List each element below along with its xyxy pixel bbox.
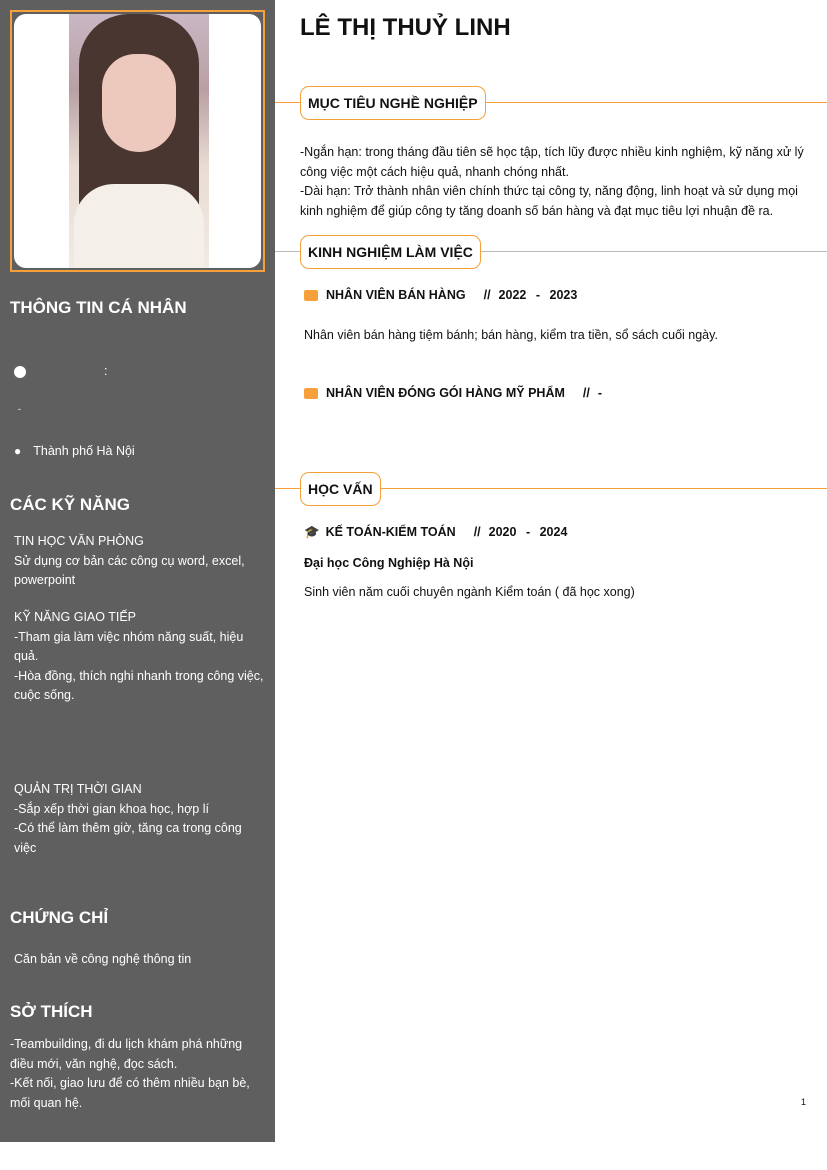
dash: - — [525, 525, 531, 539]
job-from: 2022 — [498, 288, 527, 302]
dash: - — [535, 288, 541, 302]
job-desc: Nhân viên bán hàng tiệm bánh; bán hàng, kiểm tra tiền, sổ sách cuối ngày. — [304, 328, 718, 342]
skill-name: TIN HỌC VĂN PHÒNG — [14, 534, 144, 548]
skill-name: QUẢN TRỊ THỜI GIAN — [14, 782, 142, 796]
location-icon: ● — [14, 444, 22, 458]
skill-item — [14, 608, 264, 706]
experience-heading: KINH NGHIỆM LÀM VIỆC — [300, 235, 481, 269]
certificate: Căn bản về công nghệ thông tin — [14, 952, 192, 966]
education-desc: Sinh viên năm cuối chuyên ngành Kiểm toán ( đã học xong) — [304, 585, 635, 599]
major: KẾ TOÁN-KIỂM TOÁN — [325, 525, 456, 539]
page-number: 1 — [801, 1097, 807, 1107]
skill-desc: -Sắp xếp thời gian khoa học, hợp lí -Có thể làm thêm giờ, tăng ca trong công việc — [14, 801, 242, 855]
briefcase-icon — [304, 290, 318, 301]
candidate-name: LÊ THỊ THUỶ LINH — [300, 14, 511, 41]
objective-heading: MỤC TIÊU NGHỀ NGHIỆP — [300, 86, 486, 120]
briefcase-icon — [304, 388, 318, 399]
phone-separator: : — [104, 364, 108, 378]
graduation-cap-icon: 🎓 — [304, 525, 320, 539]
hobbies-heading: SỞ THÍCH — [10, 1002, 93, 1021]
personal-info-heading: THÔNG TIN CÁ NHÂN — [10, 298, 187, 317]
job-to: 2023 — [549, 288, 578, 302]
address: Thành phố Hà Nội — [33, 444, 135, 458]
separator: // — [582, 386, 590, 400]
skills-heading: CÁC KỸ NĂNG — [10, 495, 130, 514]
dash: - — [597, 386, 603, 400]
edu-from: 2020 — [488, 525, 517, 539]
objective-text: -Ngắn hạn: trong tháng đầu tiên sẽ học tập, tích lũy được nhiều kinh nghiệm, kỹ năng xử lý công việc một cách hiệu quả, nhanh chóng nhất. -Dài hạn: Trở thành nhân viên chính thức tại công ty, năng động, linh hoạt và sử dụng mọi kinh nghiệm để giúp công ty tăng doanh số bán hàng và đạt mục tiêu lợi nhuận đề ra. — [300, 145, 804, 218]
hobbies: -Teambuilding, đi du lịch khám phá những điều mới, văn nghệ, đọc sách. -Kết nối, giao lưu để có thêm nhiều bạn bè, mối quan hệ. — [10, 1037, 250, 1110]
email-placeholder: - — [18, 404, 21, 414]
phone-icon — [14, 366, 26, 378]
education-row — [304, 525, 567, 540]
profile-photo — [10, 10, 265, 272]
separator: // — [473, 525, 481, 539]
sidebar — [0, 0, 275, 1142]
skill-desc: -Tham gia làm việc nhóm năng suất, hiệu quả. -Hòa đồng, thích nghi nhanh trong công việc, cuộc sống. — [14, 629, 264, 702]
edu-to: 2024 — [539, 525, 568, 539]
education-heading: HỌC VẤN — [300, 472, 381, 506]
certificates-heading: CHỨNG CHỈ — [10, 908, 109, 927]
skill-desc: Sử dụng cơ bản các công cụ word, excel, powerpoint — [14, 553, 245, 587]
job-title-row — [304, 386, 602, 400]
school: Đại học Công Nghiệp Hà Nội — [304, 556, 474, 570]
job-title: NHÂN VIÊN ĐÓNG GÓI HÀNG MỸ PHẨM — [326, 386, 565, 400]
skill-item — [14, 780, 264, 858]
job-title-row — [304, 288, 577, 302]
separator: // — [483, 288, 491, 302]
job-title: NHÂN VIÊN BÁN HÀNG — [326, 288, 466, 302]
skill-name: KỸ NĂNG GIAO TIẾP — [14, 610, 137, 624]
skill-item — [14, 532, 264, 591]
